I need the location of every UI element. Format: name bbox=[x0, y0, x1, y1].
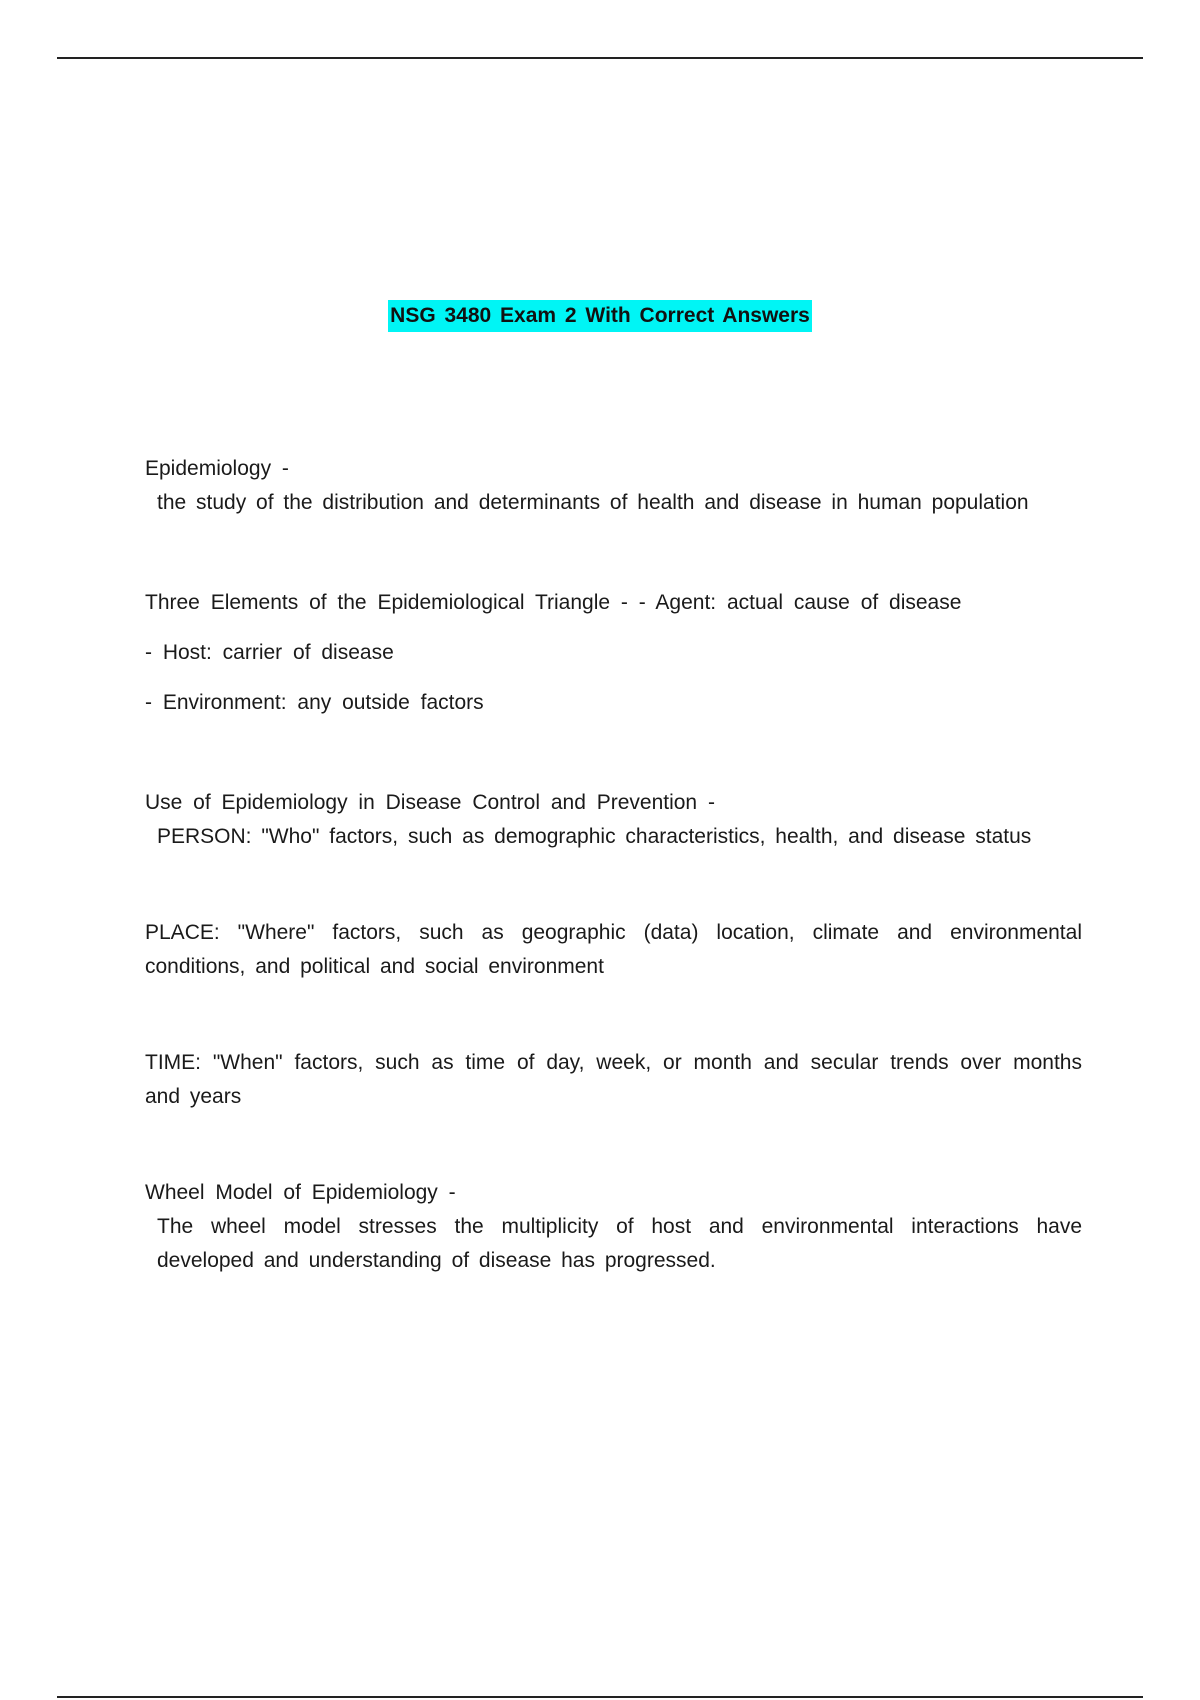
term-disease-control: Use of Epidemiology in Disease Control and Prevention - bbox=[145, 791, 715, 814]
definition-wheel-model: The wheel model stresses the multiplicity of host and environmental interactions have developed and understanding of disease has progressed. bbox=[157, 1215, 1082, 1272]
spacer bbox=[145, 520, 1082, 586]
term-epidemiological-triangle: Three Elements of the Epidemiological Triangle - - Agent: actual cause of disease bbox=[145, 591, 962, 614]
spacer bbox=[145, 854, 1082, 916]
document-body bbox=[145, 452, 1082, 1278]
definition-epidemiology: the study of the distribution and determinants of health and disease in human population bbox=[157, 491, 1029, 514]
footer-rule bbox=[57, 1696, 1143, 1698]
document-title: NSG 3480 Exam 2 With Correct Answers bbox=[388, 300, 812, 332]
title-container bbox=[0, 300, 1200, 332]
paragraph-time: TIME: "When" factors, such as time of day, week, or month and secular trends over months and years bbox=[145, 1051, 1082, 1108]
spacer bbox=[145, 720, 1082, 786]
header-rule bbox=[57, 57, 1143, 59]
definition-person: PERSON: "Who" factors, such as demographic characteristics, health, and disease status bbox=[157, 825, 1032, 848]
paragraph-place: PLACE: "Where" factors, such as geographic (data) location, climate and environmental conditions, and political and social environment bbox=[145, 921, 1082, 978]
term-epidemiology: Epidemiology - bbox=[145, 457, 289, 480]
bullet-environment: - Environment: any outside factors bbox=[145, 691, 484, 714]
term-wheel-model: Wheel Model of Epidemiology - bbox=[145, 1181, 456, 1204]
spacer bbox=[145, 984, 1082, 1046]
spacer bbox=[145, 1114, 1082, 1176]
bullet-host: - Host: carrier of disease bbox=[145, 641, 394, 664]
